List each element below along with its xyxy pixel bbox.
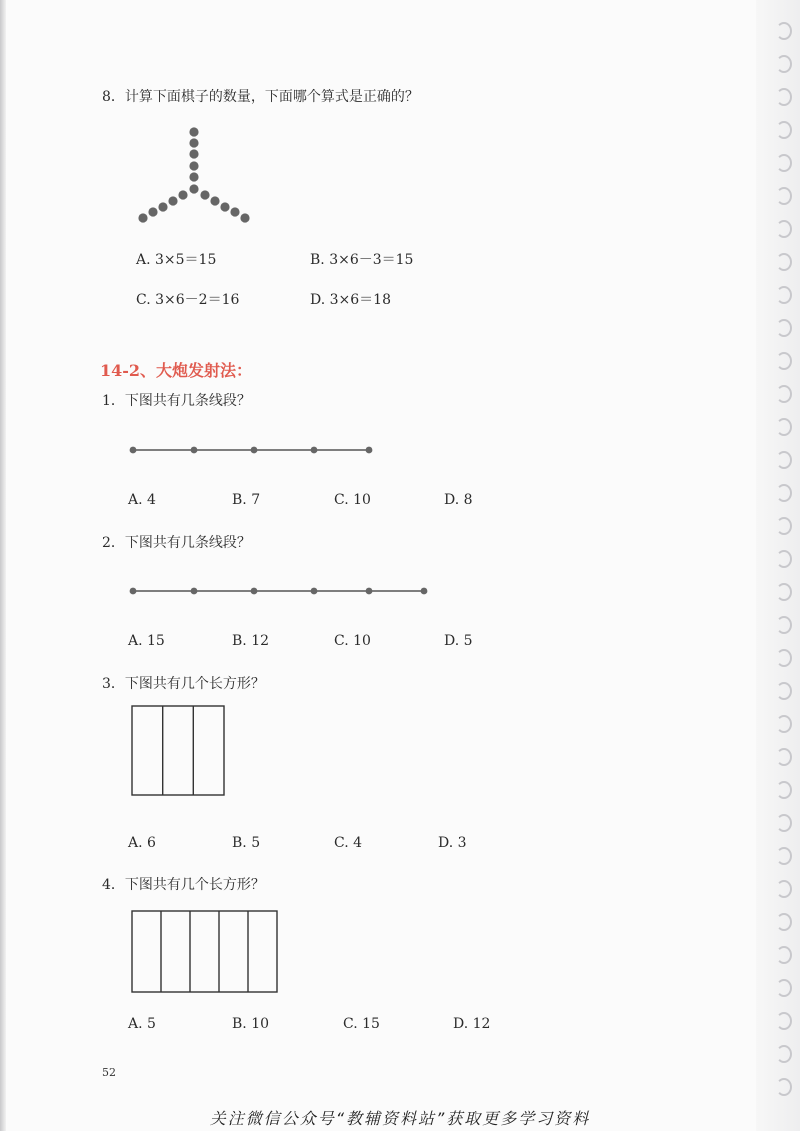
binding-ring	[776, 220, 792, 238]
q1-option-d: D. 8	[444, 492, 473, 508]
q1-segment-figure	[126, 440, 386, 460]
q3-rectangle-figure	[130, 704, 228, 798]
binding-ring	[776, 748, 792, 766]
q4-option-c: C. 15	[343, 1016, 380, 1032]
q4-option-a: A. 5	[128, 1016, 156, 1032]
point	[130, 447, 137, 454]
binding-ring	[776, 1078, 792, 1096]
q8-text: 8．计算下面棋子的数量，下面哪个算式是正确的？	[102, 89, 419, 105]
chess-piece	[189, 149, 198, 158]
chess-piece	[148, 207, 157, 216]
q4-option-d: D. 12	[453, 1016, 491, 1032]
q1-text: 1．下图共有几条线段？	[102, 393, 251, 409]
q4-rectangle-figure	[130, 909, 280, 995]
chess-piece	[168, 196, 177, 205]
binding-ring	[776, 88, 792, 106]
q1-option-a: A. 4	[128, 492, 156, 508]
binding-ring	[776, 121, 792, 139]
binding-ring	[776, 187, 792, 205]
q4-option-b: B. 10	[232, 1016, 270, 1032]
outer-rectangle	[132, 911, 277, 992]
binding-ring	[776, 781, 792, 799]
q3-option-c: C. 4	[334, 835, 363, 851]
binding-ring	[776, 22, 792, 40]
q1-option-b: B. 7	[232, 492, 261, 508]
binding-ring	[776, 979, 792, 997]
binding-ring	[776, 616, 792, 634]
point	[191, 588, 198, 595]
binding-ring	[776, 418, 792, 436]
point	[251, 588, 258, 595]
q2-option-c: C. 10	[334, 633, 371, 649]
chess-piece	[158, 202, 167, 211]
q8-option-a: A. 3×5＝15	[136, 252, 217, 268]
binding-ring	[776, 880, 792, 898]
binding-ring	[776, 550, 792, 568]
binding-ring	[776, 352, 792, 370]
binding-ring	[776, 451, 792, 469]
chess-piece	[189, 138, 198, 147]
outer-rectangle	[132, 706, 224, 795]
point	[421, 588, 428, 595]
page-edge	[0, 0, 6, 1131]
point	[366, 447, 373, 454]
q8-option-d: D. 3×6＝18	[310, 292, 391, 308]
spiral-binding	[756, 0, 800, 1131]
binding-ring	[776, 682, 792, 700]
section-heading: 14-2、大炮发射法：	[100, 361, 253, 380]
chess-piece	[189, 172, 198, 181]
binding-ring	[776, 517, 792, 535]
q2-option-d: D. 5	[444, 633, 473, 649]
chess-piece	[138, 213, 147, 222]
point	[191, 447, 198, 454]
binding-ring	[776, 1012, 792, 1030]
point	[251, 447, 258, 454]
binding-ring	[776, 1045, 792, 1063]
binding-ring	[776, 154, 792, 172]
binding-ring	[776, 385, 792, 403]
binding-ring	[776, 55, 792, 73]
binding-ring	[776, 715, 792, 733]
point	[130, 588, 137, 595]
binding-ring	[776, 253, 792, 271]
chess-piece	[220, 202, 229, 211]
binding-ring	[776, 649, 792, 667]
page-number: 52	[102, 1066, 116, 1079]
binding-ring	[776, 319, 792, 337]
q2-option-b: B. 12	[232, 633, 270, 649]
q3-option-b: B. 5	[232, 835, 261, 851]
q8-option-b: B. 3×6－3＝15	[310, 252, 414, 268]
point	[311, 588, 318, 595]
q1-option-c: C. 10	[334, 492, 371, 508]
binding-ring	[776, 814, 792, 832]
chess-piece	[210, 196, 219, 205]
binding-ring	[776, 286, 792, 304]
binding-ring	[776, 583, 792, 601]
footer-watermark: 关注微信公众号“教辅资料站”获取更多学习资料	[209, 1109, 591, 1128]
q2-text: 2．下图共有几条线段？	[102, 535, 251, 551]
chess-piece	[200, 190, 209, 199]
binding-ring	[776, 484, 792, 502]
point	[366, 588, 373, 595]
q3-option-d: D. 3	[438, 835, 467, 851]
q2-option-a: A. 15	[128, 633, 165, 649]
binding-ring	[776, 847, 792, 865]
chess-piece	[178, 190, 187, 199]
chess-piece	[189, 127, 198, 136]
chess-piece	[230, 207, 239, 216]
q8-option-c: C. 3×6－2＝16	[136, 292, 240, 308]
point	[311, 447, 318, 454]
chess-piece	[189, 161, 198, 170]
q3-option-a: A. 6	[128, 835, 156, 851]
q8-pieces-figure	[130, 120, 260, 230]
binding-ring	[776, 913, 792, 931]
q2-segment-figure	[126, 581, 436, 601]
chess-piece	[189, 184, 198, 193]
q4-text: 4．下图共有几个长方形？	[102, 877, 265, 893]
binding-ring	[776, 946, 792, 964]
q3-text: 3．下图共有几个长方形？	[102, 676, 265, 692]
chess-piece	[240, 213, 249, 222]
